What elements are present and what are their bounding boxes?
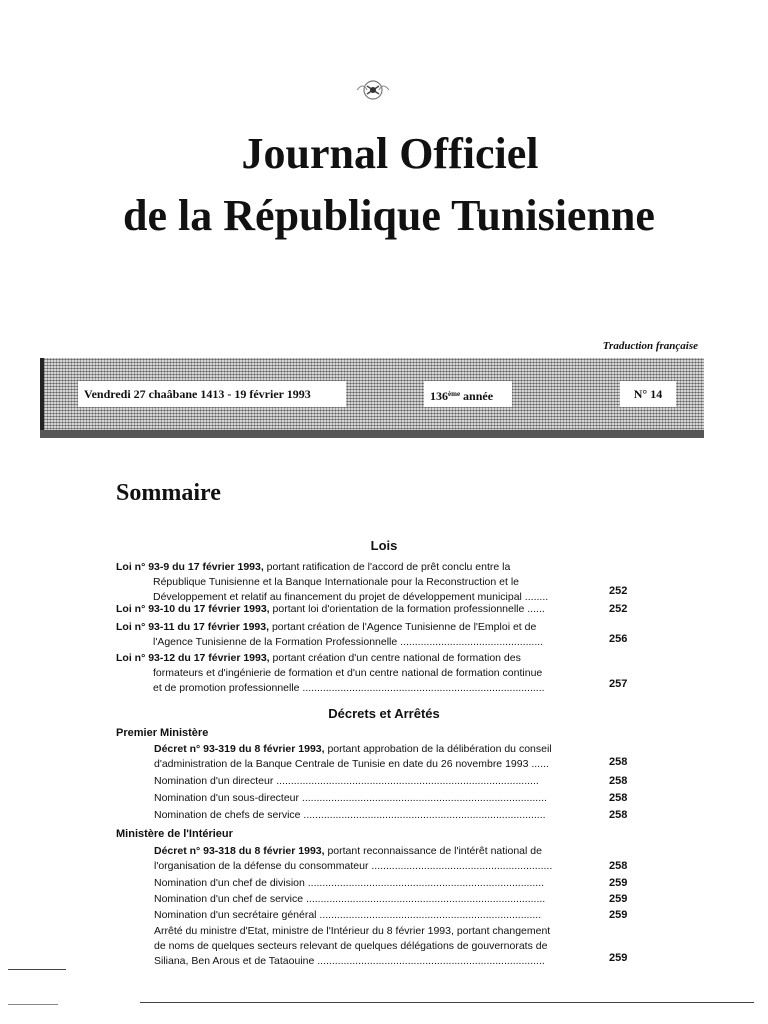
page-number: 252 (609, 585, 628, 597)
page-number: 258 (609, 756, 628, 768)
page-number: 256 (609, 633, 628, 645)
divider (8, 1004, 58, 1005)
loi-reference: Loi n° 93-9 du 17 février 1993, (116, 561, 264, 573)
entry-line (154, 844, 552, 859)
page-number: 259 (609, 877, 628, 889)
list-item (154, 808, 628, 823)
page-number: 258 (609, 792, 628, 804)
decret-entry (154, 844, 628, 874)
issue-year (424, 381, 512, 407)
republic-emblem-icon (343, 72, 403, 108)
entry-line (116, 560, 548, 575)
divider (140, 1002, 754, 1003)
entry-line: et de promotion professionnelle ................................................................................... (153, 682, 545, 694)
entry-text: portant création de l'Agence Tunisienne de l'Emploi et de (269, 621, 537, 633)
entry-line: Nomination d'un directeur .......................................................................................... (154, 775, 539, 787)
loi-entry (116, 651, 628, 696)
entry-line: de noms de quelques secteurs relevant de quelques délégations de gouvernorats de (154, 940, 548, 952)
list-item (154, 892, 628, 907)
traduction-label: Traduction française (602, 340, 698, 352)
entry-line: Nomination d'un chef de division ................................................................................. (154, 877, 545, 889)
loi-reference: Loi n° 93-12 du 17 février 1993, (116, 652, 270, 664)
loi-entry (116, 560, 628, 605)
issue-year-suffix: ème (448, 390, 461, 398)
entry-text: portant reconnaissance de l'intérêt national de (324, 845, 542, 857)
page-number: 258 (609, 860, 628, 872)
decrets-heading: Décrets et Arrêtés (328, 706, 440, 721)
page-number: 252 (609, 603, 628, 615)
page-number: 258 (609, 809, 628, 821)
journal-title-line1: Journal Officiel (241, 129, 539, 178)
issue-number: N° 14 (620, 381, 676, 407)
entry-line (116, 651, 545, 666)
loi-entry (116, 620, 628, 650)
entry-line (154, 742, 552, 757)
entry-line: formateurs et d'ingénierie de formation et d'un centre national de formation continue (153, 667, 543, 679)
sommaire-heading: Sommaire (116, 480, 221, 506)
list-item (154, 908, 628, 923)
issue-date: Vendredi 27 chaâbane 1413 - 19 février 1993 (78, 381, 346, 407)
entry-text: portant loi d'orientation de la formation professionnelle ...... (269, 603, 545, 615)
entry-line (116, 602, 545, 617)
entry-line: l'organisation de la défense du consommateur .............................................................. (154, 860, 553, 872)
page-number: 259 (609, 893, 628, 905)
decret-reference: Décret n° 93-319 du 8 février 1993, (154, 743, 325, 755)
loi-reference: Loi n° 93-10 du 17 février 1993, (116, 603, 270, 615)
ministry-interieur: Ministère de l'Intérieur (116, 828, 233, 840)
issue-year-word: année (460, 389, 494, 403)
entry-line: Arrêté du ministre d'Etat, ministre de l'Intérieur du 8 février 1993, portant changement (154, 925, 551, 937)
entry-line (116, 620, 543, 635)
page-number: 258 (609, 775, 628, 787)
entry-text: portant création d'un centre national de formation des (269, 652, 521, 664)
journal-title-line2: de la République Tunisienne (123, 191, 655, 240)
entry-line: Nomination d'un chef de service .................................................................................. (154, 893, 546, 905)
entry-line: Nomination d'un secrétaire général ............................................................................ (154, 909, 542, 921)
entry-line: République Tunisienne et la Banque Internationale pour la Reconstruction et le (153, 576, 519, 588)
banner-shadow (40, 430, 704, 438)
loi-entry (116, 602, 628, 617)
entry-line: Siliana, Ben Arous et de Tataouine .............................................................................. (154, 955, 545, 967)
entry-text: portant approbation de la délibération du conseil (324, 743, 552, 755)
entry-line: l'Agence Tunisienne de la Formation Professionnelle ................................................. (153, 636, 544, 648)
ministry-premier-ministere: Premier Ministère (116, 727, 209, 739)
list-item (154, 774, 628, 789)
divider (8, 969, 66, 970)
page-number: 257 (609, 678, 628, 690)
issue-year-number: 136 (430, 389, 448, 403)
lois-heading: Lois (370, 538, 398, 553)
loi-reference: Loi n° 93-11 du 17 février 1993, (116, 621, 270, 633)
entry-line: Nomination de chefs de service ................................................................................... (154, 809, 546, 821)
arrete-entry (154, 924, 628, 969)
decret-entry (154, 742, 628, 772)
entry-line: d'administration de la Banque Centrale de Tunisie en date du 26 novembre 1993 ...... (154, 758, 549, 770)
decret-reference: Décret n° 93-318 du 8 février 1993, (154, 845, 325, 857)
page-number: 259 (609, 952, 628, 964)
list-item (154, 876, 628, 891)
list-item (154, 791, 628, 806)
entry-line: Développement et relatif au financement du projet de développement municipal ........ (153, 591, 549, 603)
page-number: 259 (609, 909, 628, 921)
entry-line: Nomination d'un sous-directeur .................................................................................... (154, 792, 547, 804)
entry-text: portant ratification de l'accord de prêt conclu entre la (263, 561, 511, 573)
